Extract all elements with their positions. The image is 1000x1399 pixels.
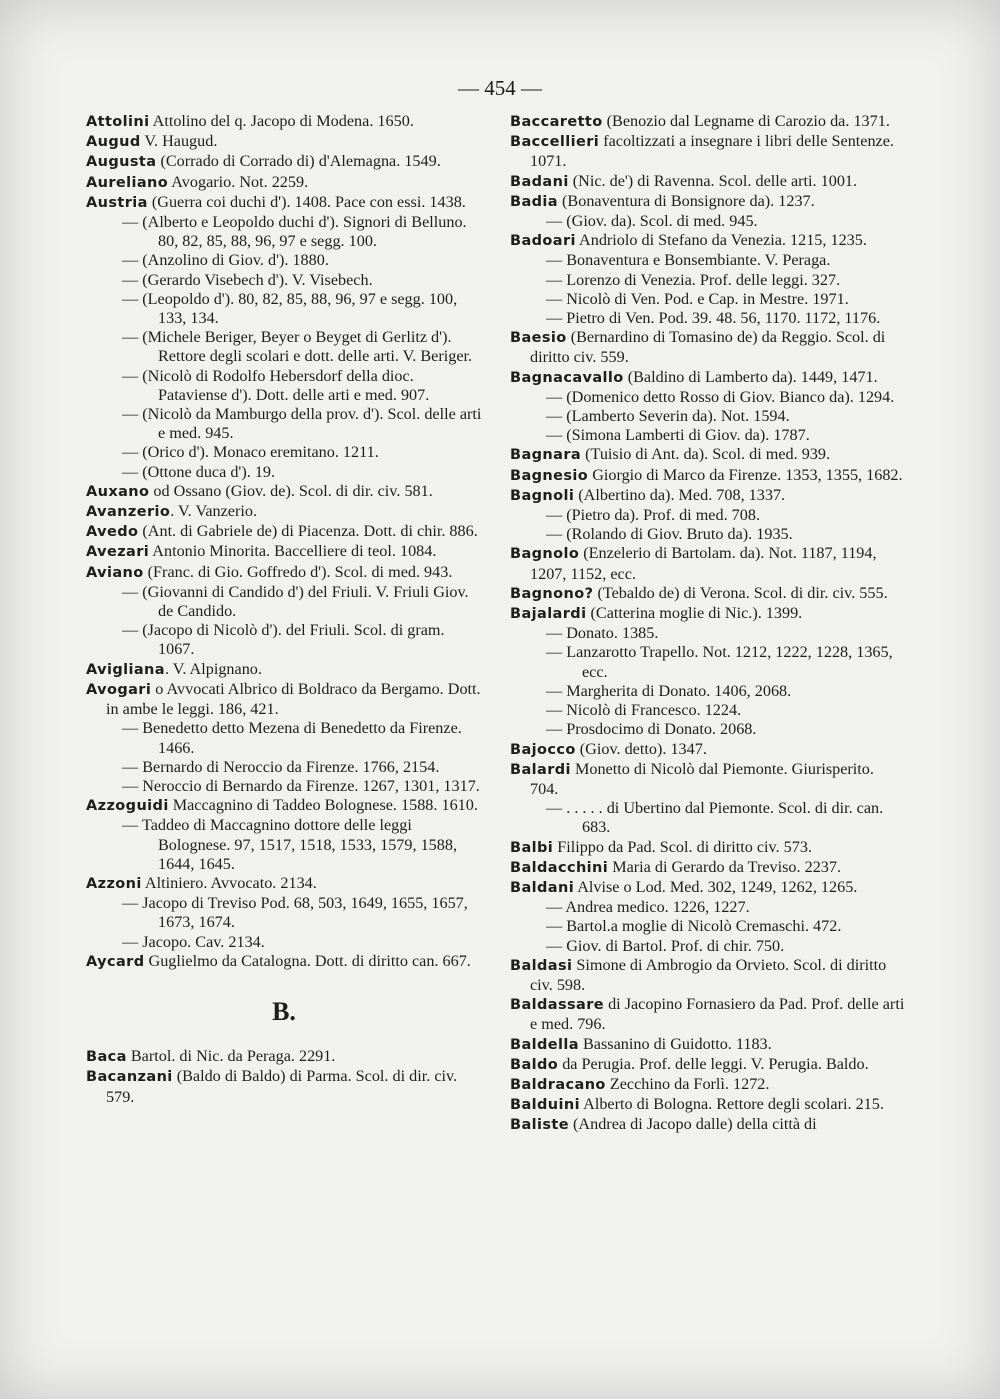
entry-text: (Bernardino di Tomasino de) da Reggio. Scol. di diritto civ. 559. xyxy=(530,328,886,367)
entry-text: Simone di Ambrogio da Orvieto. Scol. di diritto civ. 598. xyxy=(530,955,887,994)
index-entry xyxy=(510,995,906,1034)
left-entries-b xyxy=(86,1047,482,1107)
entry-text: — Jacopo. Cav. 2134. xyxy=(122,932,265,951)
index-entry xyxy=(510,388,906,407)
index-entry xyxy=(510,445,906,465)
index-entry xyxy=(86,502,482,522)
entry-headword: Bagnacavallo xyxy=(510,369,624,386)
index-entry xyxy=(86,933,482,952)
entry-headword: Baldani xyxy=(510,879,575,896)
index-entry xyxy=(86,1067,482,1106)
entry-text: — Benedetto detto Mezena di Benedetto da Firenze. 1466. xyxy=(122,719,462,757)
index-entry xyxy=(510,192,906,212)
entry-headword: Badani xyxy=(510,173,569,190)
index-entry xyxy=(510,858,906,878)
entry-text: — Nicolò di Francesco. 1224. xyxy=(546,701,742,720)
index-entry xyxy=(86,213,482,251)
index-entry xyxy=(510,720,906,739)
entry-text: . V. Alpignano. xyxy=(164,659,262,678)
index-entry xyxy=(86,894,482,932)
index-entry xyxy=(510,878,906,898)
entry-text: (Baldo di Baldo) di Parma. Scol. di dir. civ. 579. xyxy=(106,1067,458,1106)
entry-headword: Azzoguidi xyxy=(86,798,169,815)
entry-text: — (Alberto e Leopoldo duchi d'). Signori di Bellunо. 80, 82, 85, 88, 96, 97 e segg. 100. xyxy=(122,213,467,251)
index-entry xyxy=(86,173,482,193)
index-entry xyxy=(86,522,482,542)
index-entry xyxy=(86,482,482,502)
entry-text: — Lanzarotto Trapello. Not. 1212, 1222, 1228, 1365, ecc. xyxy=(546,643,893,681)
entry-text: — Margherita di Donato. 1406, 2068. xyxy=(546,681,792,700)
entry-headword: Balardi xyxy=(510,761,571,778)
entry-text: (Bonaventura di Bonsignore da). 1237. xyxy=(557,191,815,210)
entry-text: V. Haugud. xyxy=(140,132,218,151)
page-number: — 454 — xyxy=(458,76,542,100)
entry-text: (Baldino di Lamberto da). 1449, 1471. xyxy=(623,367,878,386)
index-entry xyxy=(510,937,906,956)
entry-headword: Avedo xyxy=(86,524,139,541)
index-entry xyxy=(86,132,482,152)
entry-headword: Baldassare xyxy=(510,997,605,1014)
index-entry xyxy=(86,952,482,972)
entry-headword: Bagnoli xyxy=(510,487,575,504)
index-entry xyxy=(510,212,906,231)
index-entry xyxy=(510,799,906,837)
index-entry xyxy=(86,816,482,874)
index-entry xyxy=(510,1075,906,1095)
index-entry xyxy=(510,506,906,525)
entry-text: — Pietro di Ven. Pod. 39. 48. 56, 1170. 1172, 1176. xyxy=(546,309,881,328)
entry-text: — Bernardo di Neroccio da Firenze. 1766, 2154. xyxy=(122,757,440,776)
left-entries-a xyxy=(86,112,482,972)
entry-text: — (Leopoldo d'). 80, 82, 85, 88, 96, 97 e segg. 100, 133, 134. xyxy=(122,289,458,328)
index-entry xyxy=(86,583,482,621)
index-entry xyxy=(510,584,906,604)
index-entry xyxy=(86,367,482,405)
index-entry xyxy=(510,172,906,192)
entry-text: — Giov. di Bartol. Prof. di chir. 750. xyxy=(546,936,785,955)
entry-headword: Baesio xyxy=(510,330,567,347)
entry-text: — . . . . . di Ubertino dal Piemonte. Scol. di dir. can. 683. xyxy=(546,799,884,837)
entry-headword: Baccaretto xyxy=(510,114,603,130)
entry-text: Guglielmo da Catalogna. Dott. di diritto can. 667. xyxy=(144,951,471,970)
index-entry xyxy=(510,1095,906,1115)
entry-text: (Albertino da). Med. 708, 1337. xyxy=(574,485,786,504)
entry-headword: Baldo xyxy=(510,1056,559,1073)
index-entry xyxy=(86,758,482,777)
entry-text: (Guerra coi duchi d'). 1408. Pace con essi. 1438. xyxy=(147,192,466,211)
entry-text: (Catterina moglie di Nic.). 1399. xyxy=(586,604,803,623)
entry-text: — (Lamberto Severin da). Not. 1594. xyxy=(546,407,790,426)
entry-text: — (Domenico detto Rosso di Giov. Bianco da). 1294. xyxy=(546,387,895,406)
entry-headword: Balduini xyxy=(510,1097,580,1114)
index-entry xyxy=(86,271,482,290)
index-entry xyxy=(86,874,482,894)
entry-text: (Enzelerio di Bartolam. da). Not. 1187, 1194, 1207, 1152, ecc. xyxy=(530,544,877,583)
entry-text: Alvise o Lod. Med. 302, 1249, 1262, 1265. xyxy=(574,877,858,896)
entry-headword: Badoari xyxy=(510,233,576,250)
entry-text: Giorgio di Marco da Firenze. 1353, 1355, 1682. xyxy=(588,465,903,484)
index-entry xyxy=(86,463,482,482)
section-letter: B. xyxy=(272,996,296,1026)
entry-text: — Jacopo di Treviso Pod. 68, 503, 1649, 1655, 1657, 1673, 1674. xyxy=(122,894,468,932)
index-entry xyxy=(86,443,482,462)
index-entry xyxy=(86,193,482,213)
entry-headword: Bagnesio xyxy=(510,467,589,484)
index-entry xyxy=(510,231,906,251)
entry-headword: Augud xyxy=(86,134,141,151)
entry-text: (Tuisio di Ant. da). Scol. di med. 939. xyxy=(581,445,831,464)
index-entry xyxy=(510,290,906,309)
index-entry xyxy=(510,328,906,367)
entry-headword: Bajalardi xyxy=(510,606,587,623)
index-entry xyxy=(510,544,906,583)
index-entry xyxy=(510,956,906,995)
index-entry xyxy=(86,680,482,719)
entry-text: — Neroccio di Bernardo da Firenze. 1267, 1301, 1317. xyxy=(122,776,480,795)
entry-text: da Perugia. Prof. delle leggi. V. Perugia. Baldo. xyxy=(558,1054,869,1073)
index-entry xyxy=(86,405,482,443)
index-entry xyxy=(86,290,482,328)
entry-headword: Baca xyxy=(86,1049,127,1066)
entry-text: di Jacopino Fornasiero da Pad. Prof. delle arti e med. 796. xyxy=(530,995,905,1034)
entry-text: — Donato. 1385. xyxy=(546,624,659,643)
entry-text: (Nic. de') di Ravenna. Scol. delle arti. 1001. xyxy=(568,171,858,190)
index-entry xyxy=(510,309,906,328)
entry-headword: Baldacchini xyxy=(510,859,609,876)
entry-headword: Aviano xyxy=(86,564,144,581)
entry-text: (Tebaldo de) di Verona. Scol. di dir. civ. 555. xyxy=(593,583,888,602)
entry-headword: Azzoni xyxy=(86,875,142,892)
entry-text: — (Pietro da). Prof. di med. 708. xyxy=(546,506,761,525)
entry-text: od Ossano (Giov. de). Scol. di dir. civ. 581. xyxy=(149,481,433,500)
index-entry xyxy=(510,624,906,643)
entry-headword: Austria xyxy=(86,194,148,211)
entry-text: — (Giovanni di Candido d') del Friuli. V. Friuli Giov. de Candido. xyxy=(122,582,469,621)
index-entry xyxy=(510,426,906,445)
index-entry xyxy=(510,271,906,290)
entry-text: — (Michele Beriger, Beyer o Beyget di Gerlitz d'). Rettore degli scolari e dott. delle arti. V. Beriger. xyxy=(122,328,473,366)
left-column xyxy=(86,112,482,1107)
entry-text: — (Simona Lamberti di Giov. da). 1787. xyxy=(546,426,810,445)
entry-text: — (Anzolino di Giov. d'). 1880. xyxy=(122,251,329,270)
entry-headword: Baldasi xyxy=(510,957,573,974)
entry-text: (Andrea di Jacopo dalle) della città di xyxy=(568,1115,817,1134)
index-entry xyxy=(510,112,906,132)
entry-text: facoltizzati a insegnare i libri delle Sentenze. 1071. xyxy=(530,132,894,171)
entry-text: Bartol. di Nic. da Peraga. 2291. xyxy=(126,1047,336,1066)
entry-text: (Corrado di Corrado di) d'Alemagna. 1549. xyxy=(156,152,441,171)
entry-headword: Auxano xyxy=(86,483,150,500)
entry-text: Bassanino di Guidotto. 1183. xyxy=(578,1034,772,1053)
entry-text: — (Nicolò da Mamburgo della prov. d'). Scol. delle arti e med. 945. xyxy=(122,405,482,443)
entry-text: — (Rolando di Giov. Bruto da). 1935. xyxy=(546,525,793,544)
index-entry xyxy=(510,604,906,624)
index-entry xyxy=(510,132,906,171)
index-entry xyxy=(510,760,906,799)
index-entry xyxy=(86,251,482,270)
entry-text: Avogario. Not. 2259. xyxy=(168,172,309,191)
entry-headword: Baldracano xyxy=(510,1076,606,1093)
index-entry xyxy=(86,1047,482,1067)
entry-headword: Bacanzani xyxy=(86,1069,173,1086)
index-entry xyxy=(86,796,482,816)
entry-headword: Baldella xyxy=(510,1036,579,1053)
entry-headword: Avogari xyxy=(86,681,152,698)
entry-text: Altiniero. Avvocato. 2134. xyxy=(141,873,317,892)
index-entry xyxy=(86,563,482,583)
index-entry xyxy=(510,368,906,388)
index-entry xyxy=(510,917,906,936)
entry-text: . V. Vanzerio. xyxy=(170,502,258,521)
entry-text: Zecchino da Forlì. 1272. xyxy=(605,1074,770,1093)
entry-text: Maccagnino di Taddeo Bolognese. 1588. 1610. xyxy=(168,796,478,815)
entry-text: (Giov. detto). 1347. xyxy=(575,739,707,758)
entry-text: (Franc. di Gio. Goffredo d'). Scol. di med. 943. xyxy=(143,562,453,581)
entry-text: — Lorenzo di Venezia. Prof. delle leggi. 327. xyxy=(546,270,841,289)
entry-headword: Avezari xyxy=(86,544,150,561)
index-entry xyxy=(510,682,906,701)
entry-text: Attolino del q. Jacopo di Modena. 1650. xyxy=(149,112,414,130)
entry-text: — (Giov. da). Scol. di med. 945. xyxy=(546,212,758,231)
entry-headword: Aycard xyxy=(86,953,145,970)
entry-text: — (Orico d'). Monaco eremitano. 1211. xyxy=(122,443,379,462)
entry-text: — (Ottone duca d'). 19. xyxy=(122,462,276,481)
entry-text: — Nicolò di Ven. Pod. e Cap. in Mestre. 1971. xyxy=(546,289,849,308)
entry-text: o Avvocati Albrico di Boldraco da Bergamo. Dott. in ambe le leggi. 186, 421. xyxy=(106,679,481,719)
entry-text: Alberto di Bologna. Rettore degli scolari. 215. xyxy=(579,1095,884,1114)
index-entry xyxy=(510,701,906,720)
index-entry xyxy=(510,1115,906,1135)
index-entry xyxy=(510,525,906,544)
right-entries xyxy=(510,112,906,1136)
entry-headword: Baccellieri xyxy=(510,134,600,151)
index-entry xyxy=(86,621,482,659)
index-entry xyxy=(510,838,906,858)
index-entry xyxy=(510,251,906,270)
index-entry xyxy=(510,898,906,917)
entry-text: — (Nicolò di Rodolfo Hebersdorf della dioc. Pataviense d'). Dott. delle arti e med. 907. xyxy=(122,366,430,404)
entry-text: (Benozio dal Legname di Carozio da. 1371. xyxy=(602,112,890,130)
entry-text: — Prosdocimo di Donato. 2068. xyxy=(546,720,757,739)
entry-text: — Andrea medico. 1226, 1227. xyxy=(546,898,750,917)
index-entry xyxy=(510,643,906,681)
index-entry xyxy=(86,112,482,132)
entry-text: — Bonaventura e Bonsembiante. V. Peraga. xyxy=(546,251,831,270)
index-entry xyxy=(86,777,482,796)
entry-text: Maria di Gerardo da Treviso. 2237. xyxy=(608,857,842,876)
entry-headword: Baliste xyxy=(510,1117,569,1134)
entry-text: Andriolo di Stefano da Venezia. 1215, 1235. xyxy=(575,231,867,250)
index-entry xyxy=(510,407,906,426)
index-entry xyxy=(86,542,482,562)
index-entry xyxy=(510,1055,906,1075)
entry-text: Monetto di Nicolò dal Piemonte. Giurisperito. 704. xyxy=(530,759,874,798)
entry-text: — (Jacopo di Nicolò d'). del Friuli. Scol. di gram. 1067. xyxy=(122,621,445,659)
index-entry xyxy=(86,152,482,172)
entry-text: Antonio Minorita. Baccelliere di teol. 1084. xyxy=(149,542,437,561)
entry-text: — (Gerardo Visebech d'). V. Visebech. xyxy=(122,270,373,289)
index-entry xyxy=(510,740,906,760)
entry-headword: Bagnolo xyxy=(510,546,580,563)
entry-text: (Ant. di Gabriele de) di Piacenza. Dott. di chir. 886. xyxy=(138,522,478,541)
entry-headword: Augusta xyxy=(86,154,157,171)
index-entry xyxy=(86,660,482,680)
index-entry xyxy=(510,466,906,486)
entry-text: — Taddeo di Maccagnino dottore delle leggi Bolognese. 97, 1517, 1518, 1533, 1579, 1588, 1644, 1645. xyxy=(122,816,458,873)
entry-headword: Avanzerio xyxy=(86,504,171,521)
entry-headword: Bagnono? xyxy=(510,585,594,602)
index-entry xyxy=(86,328,482,366)
entry-headword: Balbi xyxy=(510,839,554,856)
entry-text: — Bartol.a moglie di Nicolò Cremaschi. 472. xyxy=(546,917,842,936)
entry-headword: Badia xyxy=(510,193,558,210)
index-entry xyxy=(510,486,906,506)
right-column xyxy=(510,112,906,1136)
entry-headword: Aureliano xyxy=(86,174,169,191)
entry-headword: Bajocco xyxy=(510,741,576,758)
entry-text: Filippo da Pad. Scol. di diritto civ. 573. xyxy=(553,837,813,856)
entry-headword: Attolini xyxy=(86,114,150,130)
entry-headword: Avigliana xyxy=(86,661,165,678)
index-entry xyxy=(86,719,482,757)
index-entry xyxy=(510,1035,906,1055)
entry-headword: Bagnara xyxy=(510,447,582,464)
